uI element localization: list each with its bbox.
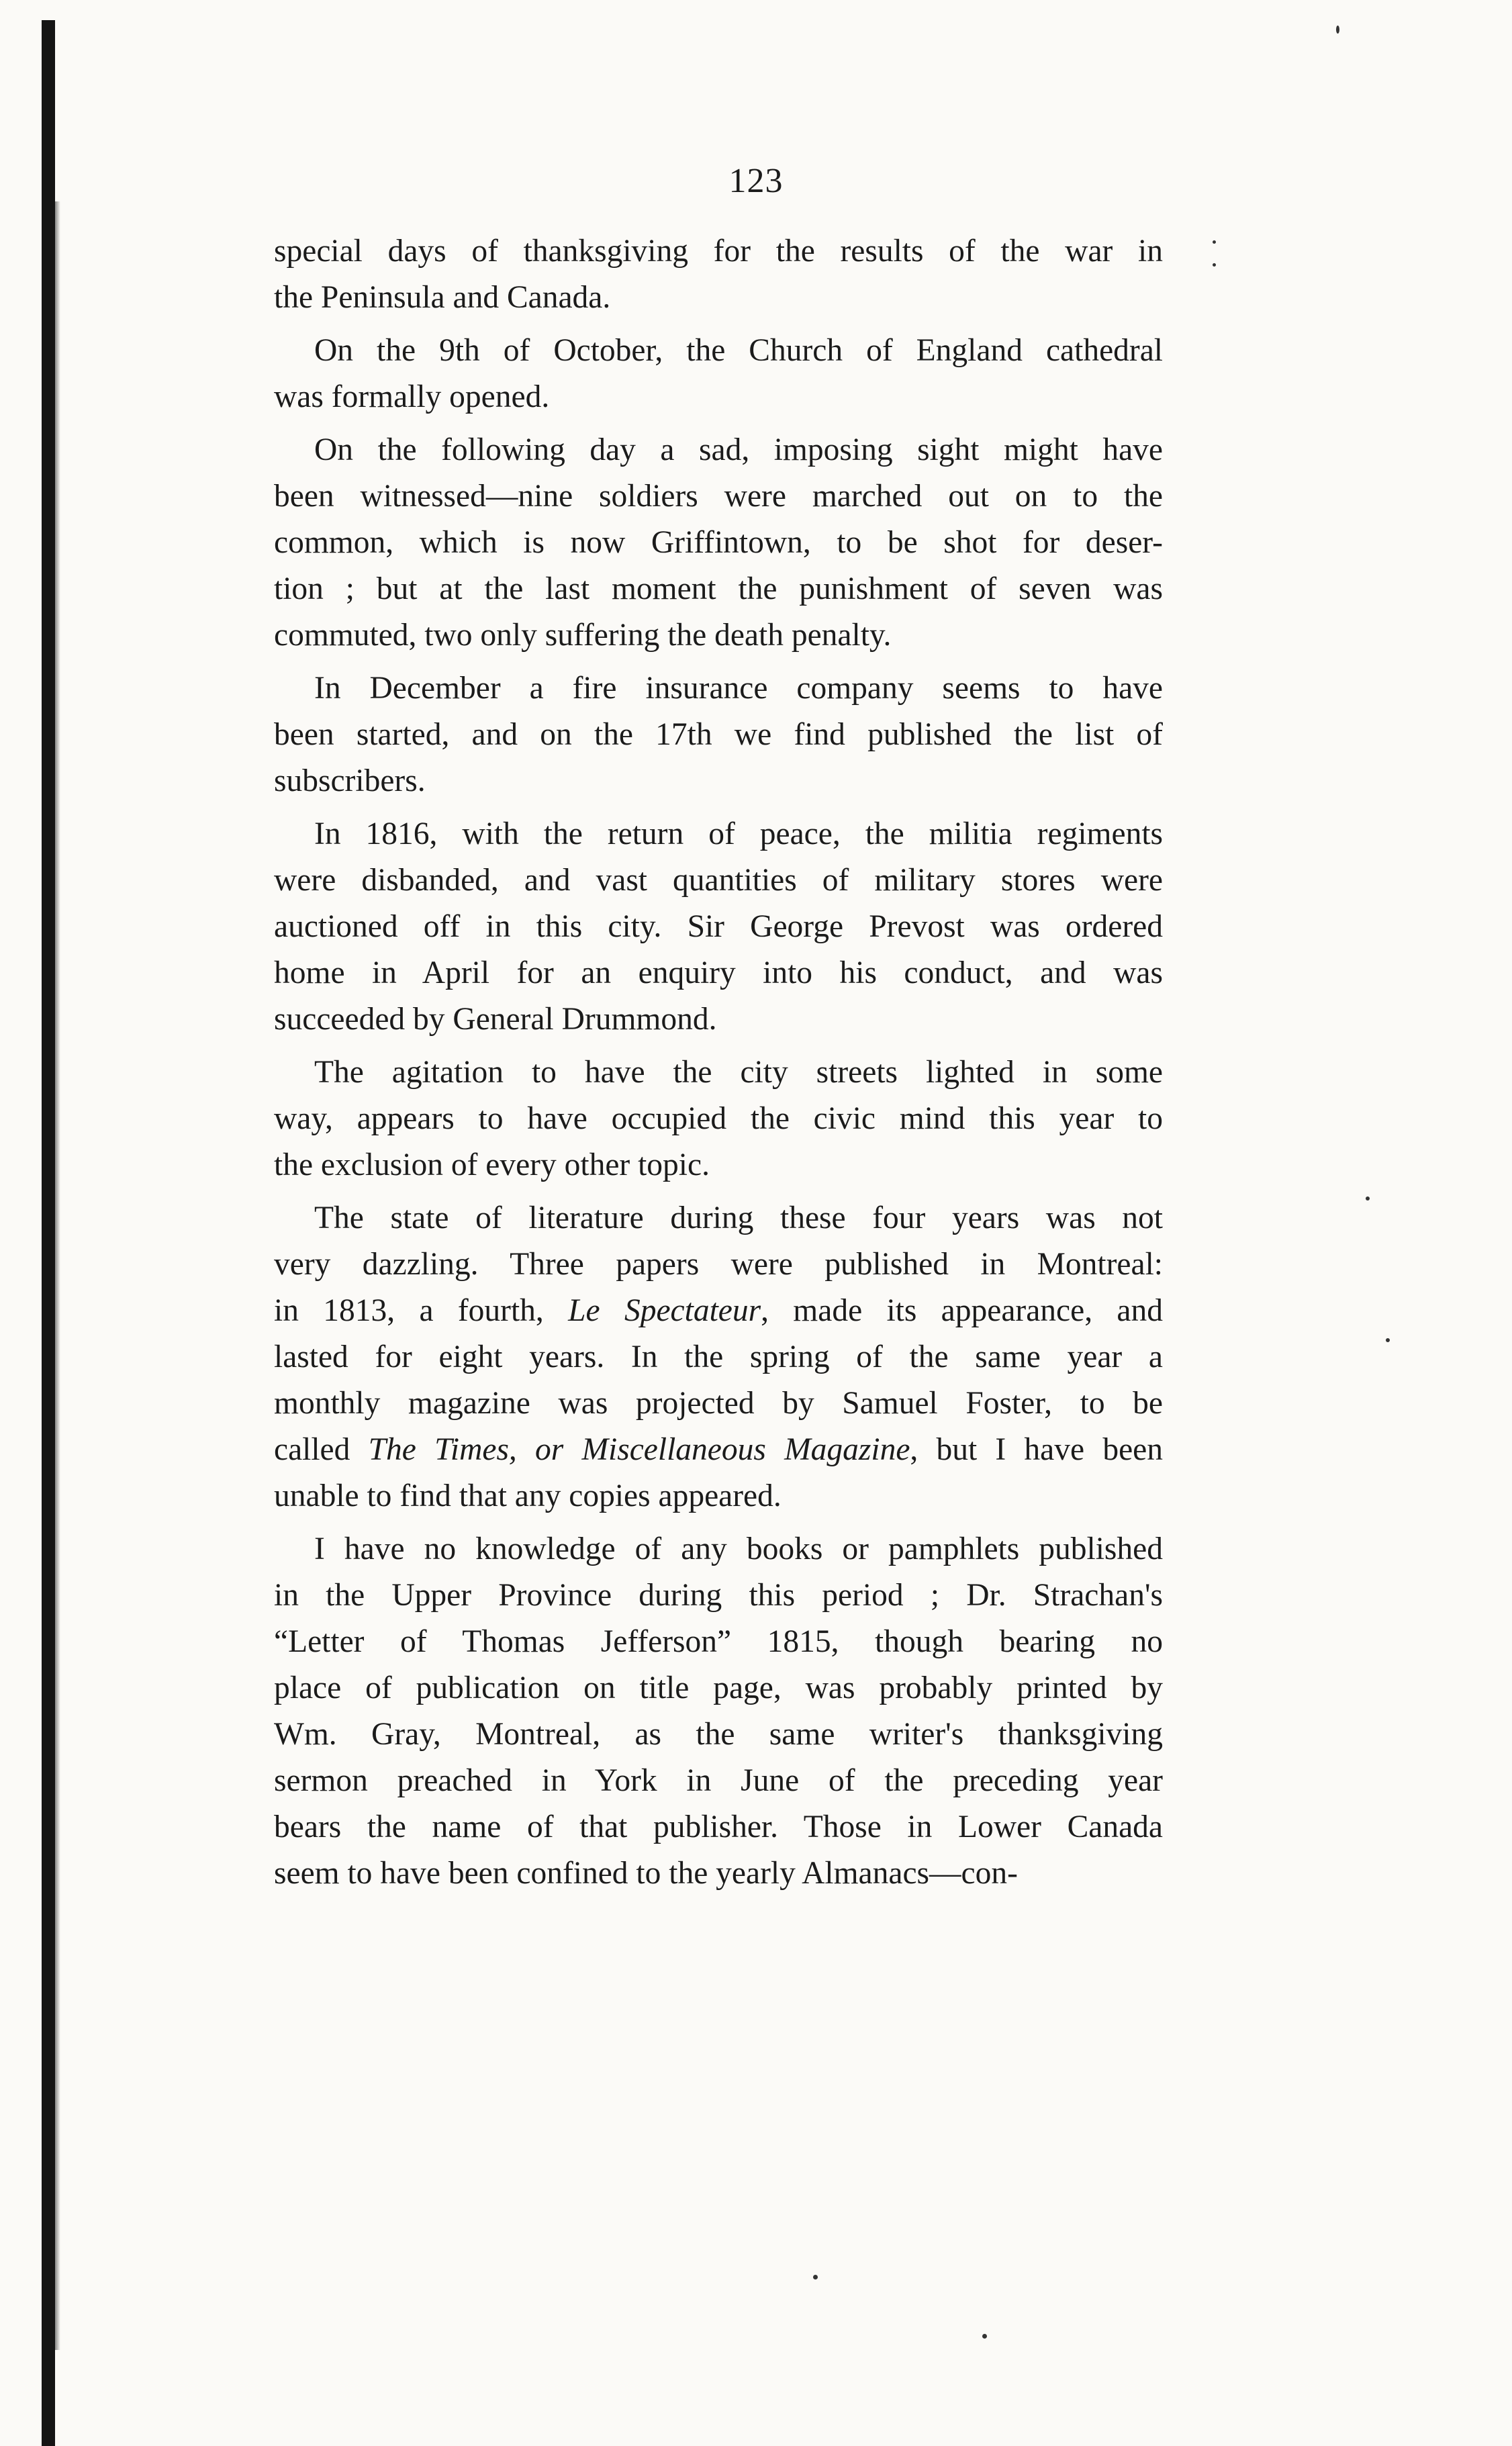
paragraph	[234, 811, 1163, 1043]
scan-speck	[982, 2334, 987, 2339]
scan-speck	[1386, 1338, 1390, 1342]
spine-edge-gradient	[55, 201, 60, 2350]
paragraph	[234, 665, 1163, 804]
text-line: “Letter of Thomas Jefferson” 1815, though bearing no	[274, 1624, 1163, 1659]
text-line: unable to find that any copies appeared.	[274, 1478, 782, 1513]
text-line: special days of thanksgiving for the results of the war in	[274, 234, 1163, 269]
text-line: On the following day a sad, imposing sight might have	[314, 432, 1163, 467]
text-line: On the 9th of October, the Church of England cathedral	[314, 333, 1163, 368]
text-line: seem to have been confined to the yearly Almanacs—con-	[274, 1856, 1018, 1891]
text-line: The agitation to have the city streets lighted in some	[314, 1055, 1163, 1090]
paragraph	[234, 228, 1163, 321]
text-line: subscribers.	[274, 763, 426, 798]
page-number: 123	[728, 162, 784, 200]
scan-speck	[813, 2275, 818, 2279]
text-line: way, appears to have occupied the civic mind this year to	[274, 1101, 1163, 1136]
text-line: very dazzling. Three papers were published in Montreal:	[274, 1247, 1163, 1282]
text-line: lasted for eight years. In the spring of the same year a	[274, 1339, 1163, 1374]
text-line: I have no knowledge of any books or pamphlets published	[314, 1532, 1163, 1566]
text-line: sermon preached in York in June of the preceding year	[274, 1763, 1163, 1798]
text-line: in the Upper Province during this period ; Dr. Strachan's	[274, 1578, 1163, 1613]
text-line: In 1816, with the return of peace, the militia regiments	[314, 816, 1163, 851]
text-line: monthly magazine was projected by Samuel Foster, to be	[274, 1386, 1163, 1421]
text-line: commuted, two only suffering the death penalty.	[274, 618, 892, 653]
scan-speck	[1213, 240, 1216, 244]
text-line: The state of literature during these four years was not	[314, 1201, 1163, 1235]
text-line: been started, and on the 17th we find published the list of	[274, 717, 1163, 752]
text-line: the exclusion of every other topic.	[274, 1147, 710, 1182]
text-line: auctioned off in this city. Sir George Prevost was ordered	[274, 909, 1163, 944]
paragraph	[234, 328, 1163, 420]
text-line: was formally opened.	[274, 379, 550, 414]
text-line: tion ; but at the last moment the punishment of seven was	[274, 571, 1163, 606]
paragraph	[234, 1526, 1163, 1897]
text-line: succeeded by General Drummond.	[274, 1002, 717, 1037]
text-line: the Peninsula and Canada.	[274, 280, 611, 315]
text-line: home in April for an enquiry into his conduct, and was	[274, 955, 1163, 990]
paragraph	[234, 1195, 1163, 1519]
text-line: In December a fire insurance company seems to have	[314, 671, 1163, 706]
scan-speck	[1366, 1196, 1370, 1201]
body-text	[234, 228, 1163, 1897]
scan-speck	[1213, 263, 1216, 267]
book-spine-shadow	[42, 20, 55, 2446]
text-line: common, which is now Griffintown, to be shot for deser-	[274, 525, 1163, 560]
paragraph	[234, 1049, 1163, 1188]
text-line: called The Times, or Miscellaneous Magazine, but I have been	[274, 1432, 1163, 1467]
text-line: been witnessed—nine soldiers were marched out on to the	[274, 479, 1163, 514]
text-line: in 1813, a fourth, Le Spectateur, made its appearance, and	[274, 1293, 1163, 1328]
paragraph	[234, 427, 1163, 659]
text-line: place of publication on title page, was probably printed by	[274, 1671, 1163, 1705]
scan-speck	[1336, 26, 1339, 34]
text-line: Wm. Gray, Montreal, as the same writer's thanksgiving	[274, 1717, 1163, 1752]
text-line: were disbanded, and vast quantities of military stores were	[274, 863, 1163, 898]
text-line: bears the name of that publisher. Those in Lower Canada	[274, 1809, 1163, 1844]
